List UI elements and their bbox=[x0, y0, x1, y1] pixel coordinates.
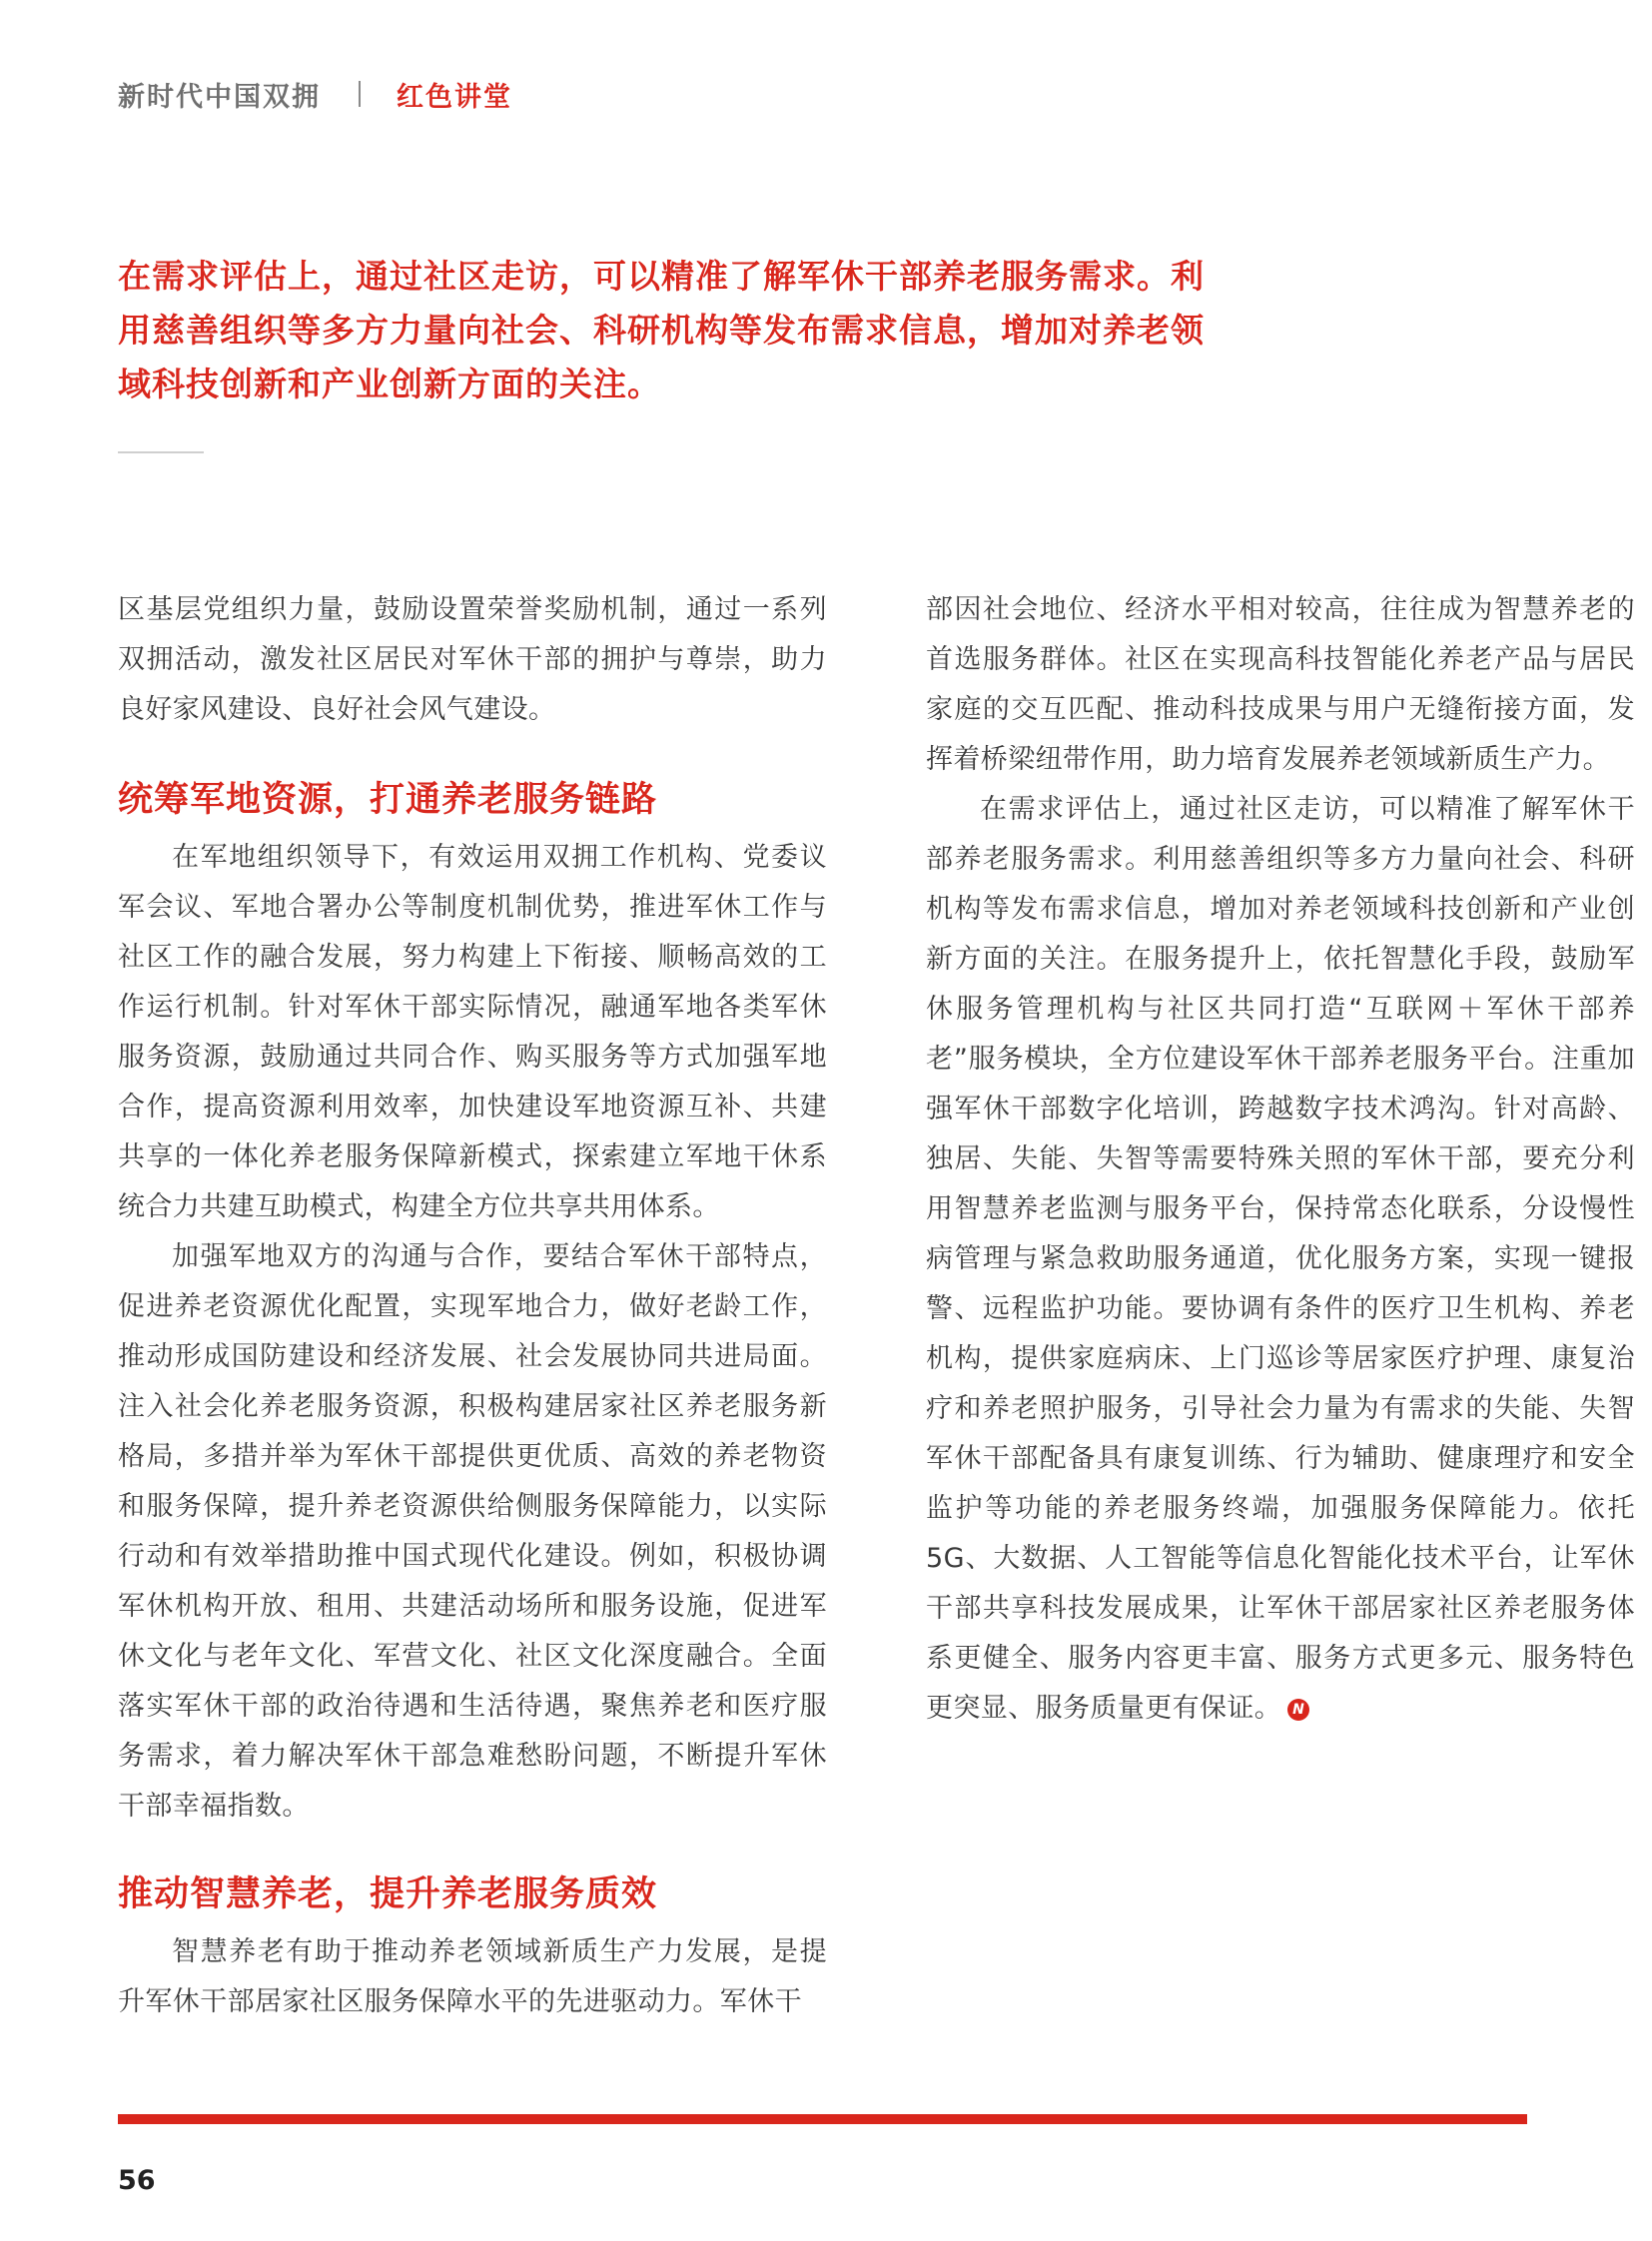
paragraph-continued: 部因社会地位、经济水平相对较高，往往成为智慧养老的首选服务群体。社区在实现高科技智能化养老产品与居民家庭的交互匹配、推动科技成果与用户无缝衔接方面，发挥着桥梁纽带作用，助力培育发展养老领域新质生产力。 bbox=[926, 594, 1635, 775]
left-column bbox=[118, 585, 827, 2027]
pull-quote-rule bbox=[118, 451, 204, 453]
paragraph-final-text: 在需求评估上，通过社区走访，可以精准了解军休干部养老服务需求。利用慈善组织等多方力量向社会、科研机构等发布需求信息，增加对养老领域科技创新和产业创新方面的关注。在服务提升上，依托智慧化手段，鼓励军休服务管理机构与社区共同打造“互联网＋军休干部养老”服务模块，全方位建设军休干部养老服务平台。注重加强军休干部数字化培训，跨越数字技术鸿沟。针对高龄、独居、失能、失智等需要特殊关照的军休干部，要充分利用智慧养老监测与服务平台，保持常态化联系，分设慢性病管理与紧急救助服务通道，优化服务方案，实现一键报警、远程监护功能。要协调有条件的医疗卫生机构、养老机构，提供家庭病床、上门巡诊等居家医疗护理、康复治疗和养老照护服务，引导社会力量为有需求的失能、失智军休干部配备具有康复训练、行为辅助、健康理疗和安全监护等功能的养老服务终端，加强服务保障能力。依托5G、大数据、人工智能等信息化智能化技术平台，让军休干部共享科技发展成果，让军休干部居家社区养老服务体系更健全、服务内容更丰富、服务方式更多元、服务特色更突显、服务质量更有保证。 bbox=[926, 794, 1635, 1724]
magazine-name: 新时代中国双拥 bbox=[118, 81, 321, 113]
page-number: 56 bbox=[118, 2165, 156, 2196]
page-header bbox=[118, 74, 512, 114]
section-heading-resources: 统筹军地资源，打通养老服务链路 bbox=[118, 780, 658, 820]
section-name: 红色讲堂 bbox=[397, 81, 512, 113]
pull-quote: 在需求评估上，通过社区走访，可以精准了解军休干部养老服务需求。利用慈善组织等多方力量向社会、科研机构等发布需求信息，增加对养老领域科技创新和产业创新方面的关注。 bbox=[118, 257, 1205, 403]
paragraph: 智慧养老有助于推动养老领域新质生产力发展，是提升军休干部居家社区服务保障水平的先进驱动力。军休干 bbox=[118, 1936, 827, 2017]
paragraph-continued: 区基层党组织力量，鼓励设置荣誉奖励机制，通过一系列双拥活动，激发社区居民对军休干部的拥护与尊崇，助力良好家风建设、良好社会风气建设。 bbox=[118, 594, 827, 725]
section-heading-smart-care: 推动智慧养老，提升养老服务质效 bbox=[118, 1874, 658, 1914]
right-column bbox=[926, 585, 1635, 1734]
paragraph: 加强军地双方的沟通与合作，要结合军休干部特点，促进养老资源优化配置，实现军地合力，做好老龄工作，推动形成国防建设和经济发展、社会发展协同共进局面。注入社会化养老服务资源，积极构建居家社区养老服务新格局，多措并举为军休干部提供更优质、高效的养老物资和服务保障，提升养老资源供给侧服务保障能力，以实际行动和有效举措助推中国式现代化建设。例如，积极协调军休机构开放、租用、共建活动场所和服务设施，促进军休文化与老年文化、军营文化、社区文化深度融合。全面落实军休干部的政治待遇和生活待遇，聚焦养老和医疗服务需求，着力解决军休干部急难愁盼问题，不断提升军休干部幸福指数。 bbox=[118, 1241, 827, 1822]
header-divider bbox=[359, 81, 361, 107]
footer-rule bbox=[118, 2114, 1527, 2124]
end-mark-icon: N bbox=[1287, 1699, 1309, 1721]
paragraph: 在军地组织领导下，有效运用双拥工作机构、党委议军会议、军地合署办公等制度机制优势，推进军休工作与社区工作的融合发展，努力构建上下衔接、顺畅高效的工作运行机制。针对军休干部实际情况，融通军地各类军休服务资源，鼓励通过共同合作、购买服务等方式加强军地合作，提高资源利用效率，加快建设军地资源互补、共建共享的一体化养老服务保障新模式，探索建立军地干休系统合力共建互助模式，构建全方位共享共用体系。 bbox=[118, 842, 827, 1222]
paragraph-final bbox=[926, 785, 1635, 1734]
